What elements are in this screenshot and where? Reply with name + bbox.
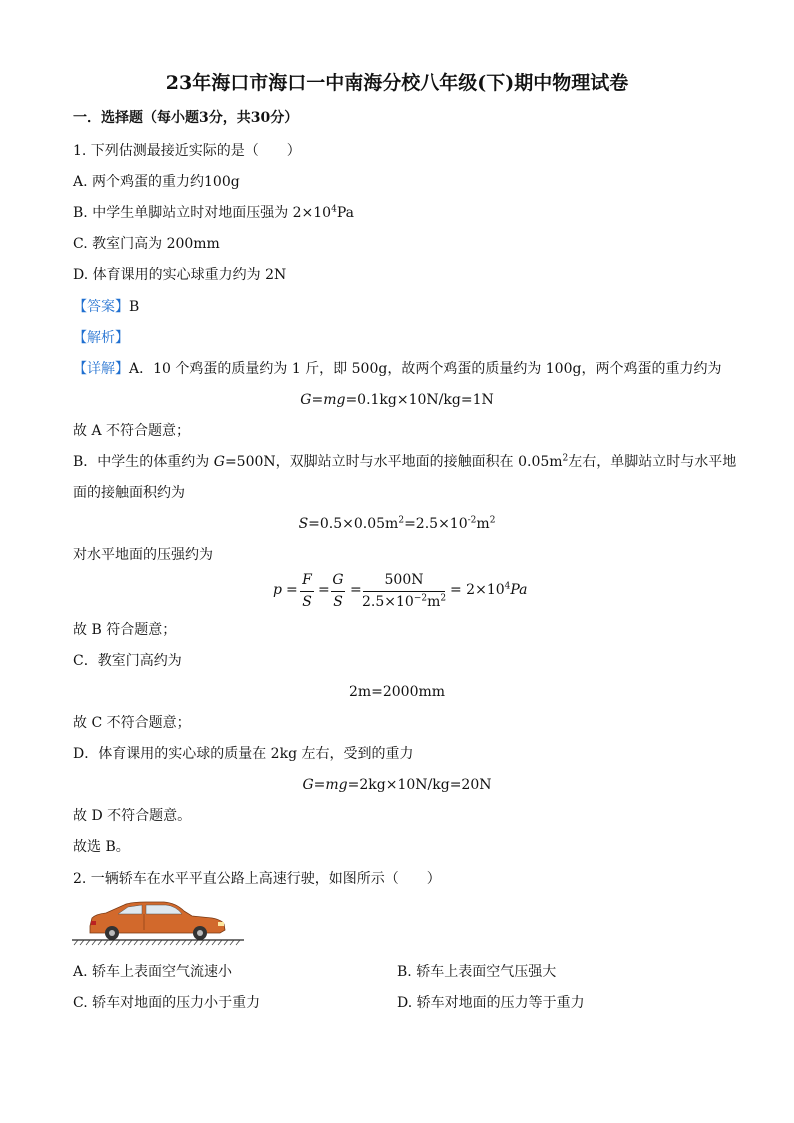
q1-option-c: C. 教室门高为 200mm <box>73 236 220 252</box>
q1-stem: 1. 下列估测最接近实际的是（ ） <box>73 143 301 159</box>
detail-d-conclusion: 故 D 不符合题意。 <box>73 808 192 824</box>
q2-option-c: C. 轿车对地面的压力小于重力 <box>73 995 261 1011</box>
q1-option-a: A. 两个鸡蛋的重力约100g <box>73 174 240 190</box>
road-surface <box>72 940 244 945</box>
detail-d-formula: G=mg=2kg×10N/kg=20N <box>302 777 492 793</box>
formula-p: p <box>273 582 282 598</box>
q1-option-b: B. 中学生单脚站立时对地面压强为 $2\times 10^4Pa$ <box>73 204 354 221</box>
pressure-formula <box>270 570 530 614</box>
detail-a-conclusion: 故 A 不符合题意； <box>73 423 191 439</box>
answer-value: B <box>129 299 140 315</box>
fraction-500n-over-area: 500N $2.5\times 10^{-2}m^2$ <box>362 572 447 610</box>
q2-option-a: A. 轿车上表面空气流速小 <box>73 964 233 980</box>
answer-line <box>73 297 139 317</box>
detail-c-formula: 2m=2000mm <box>348 684 446 700</box>
detail-b-area-formula: $S=0.5\times 0.05m^2=2.5\times 10^{-2}m^2$ <box>298 515 496 532</box>
formula-eq-1: = <box>286 582 298 598</box>
formula-eq-3: = <box>350 582 362 598</box>
detail-b-text-1: B．中学生的体重约为 G=500N，双脚站立时与水平地面的接触面积在 $0.05m^2$左右，单脚站立时与水平地 <box>73 453 737 470</box>
final-choice: 故选 B。 <box>73 839 130 855</box>
detail-c-text: C．教室门高约为 <box>73 653 182 669</box>
car-on-road-illustration <box>72 896 244 946</box>
q2-option-b: B. 轿车上表面空气压强大 <box>397 964 557 980</box>
analysis-label: 【解析】 <box>73 330 129 346</box>
fraction-g-over-s: G S <box>332 572 344 610</box>
detail-d-text: D．体育课用的实心球的质量在 2kg 左右，受到的重力 <box>73 746 414 762</box>
page-title: 23年海口市海口一中南海分校八年级(下)期中物理试卷 <box>165 72 629 94</box>
q2-option-d: D. 轿车对地面的压力等于重力 <box>397 995 585 1011</box>
formula-eq-2: = <box>318 582 330 598</box>
detail-a-formula: G=mg=0.1kg×10N/kg=1N <box>300 392 494 408</box>
q2-stem: 2. 一辆轿车在水平平直公路上高速行驶，如图所示（ ） <box>73 871 441 887</box>
detail-label: 【详解】 <box>73 361 129 377</box>
fraction-f-over-s: F S <box>299 570 315 614</box>
detail-a-text: 【详解】A．10 个鸡蛋的质量约为 1 斤，即 500g，故两个鸡蛋的质量约为 100g，两个鸡蛋的重力约为 <box>73 361 722 377</box>
section-heading: 一．选择题（每小题3分，共30分） <box>73 110 299 126</box>
detail-b-text-2: 面的接触面积约为 <box>73 485 185 501</box>
detail-c-conclusion: 故 C 不符合题意； <box>73 715 191 731</box>
detail-b-text-3: 对水平地面的压强约为 <box>73 547 213 563</box>
answer-label: 【答案】 <box>73 299 129 315</box>
formula-result: = $2\times 10^4Pa$ <box>450 581 528 598</box>
q1-option-d: D. 体育课用的实心球重力约为 2N <box>73 267 287 283</box>
detail-b-conclusion: 故 B 符合题意； <box>73 622 177 638</box>
